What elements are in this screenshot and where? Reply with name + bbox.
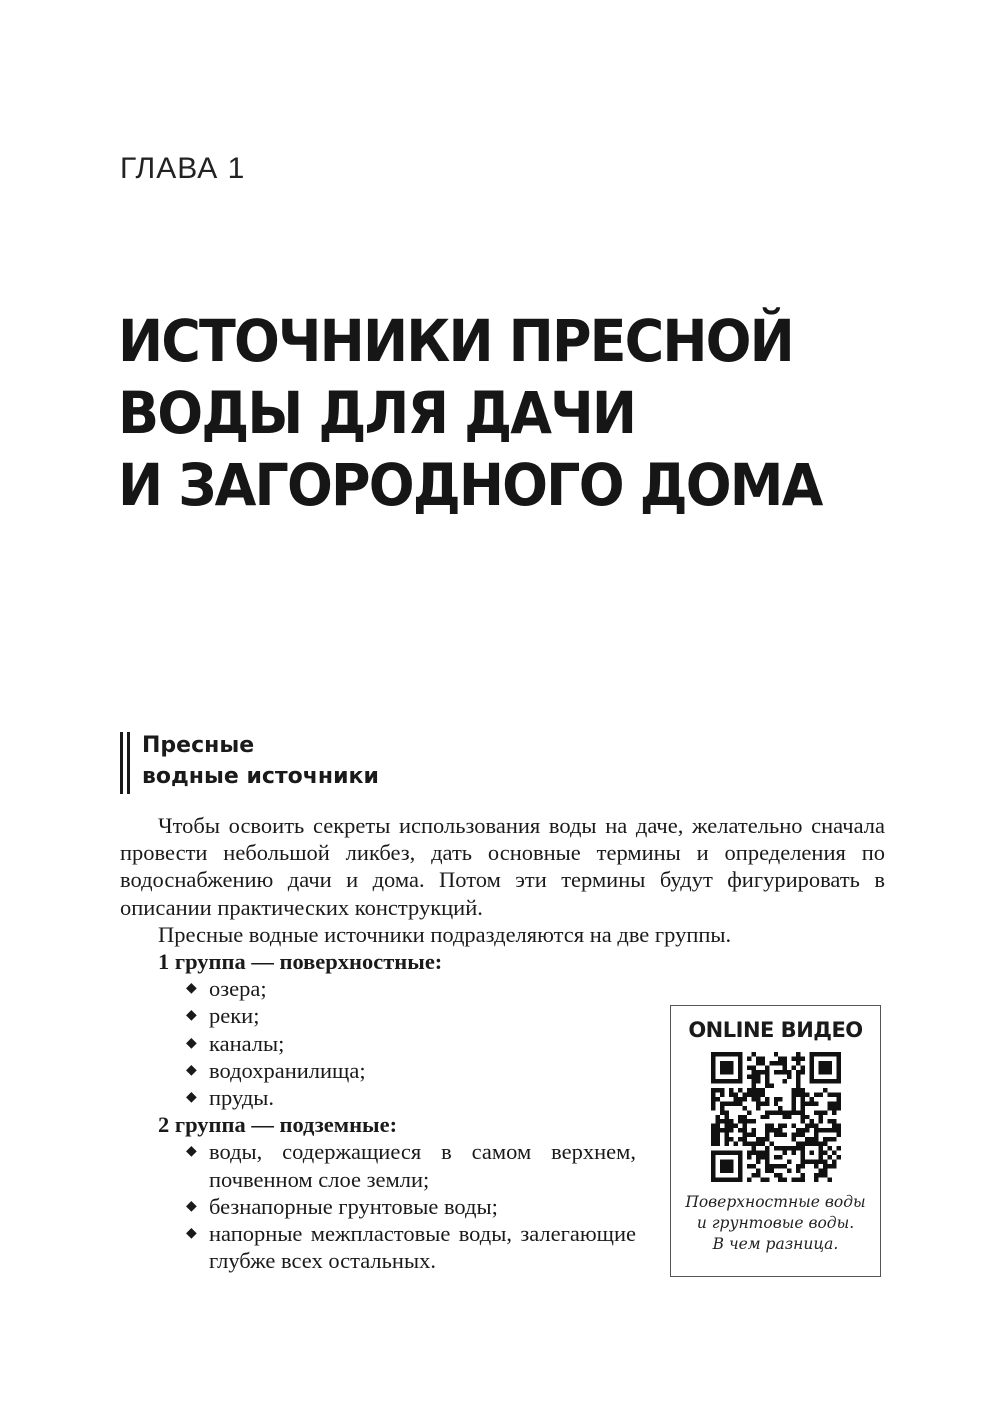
intro-paragraph: Чтобы освоить секреты использования воды на даче, желательно сначала провести небольшой ликбез, дать основные термины и определения по водоснабжению дачи и дома. Потом эти термины будут фигурировать в описании практических конструкций.	[120, 813, 885, 920]
chapter-title-line: ВОДЫ ДЛЯ ДАЧИ	[118, 379, 636, 447]
chapter-title	[118, 305, 881, 521]
diamond-bullet-icon: ◆	[186, 1144, 197, 1160]
group2-list	[120, 1138, 636, 1274]
section-title	[142, 730, 379, 794]
chapter-label: ГЛАВА 1	[120, 152, 246, 185]
group1-label: 1 группа — поверхностные:	[158, 949, 443, 975]
video-caption	[671, 1192, 880, 1255]
diamond-bullet-icon: ◆	[186, 981, 197, 997]
chapter-title-line: И ЗАГОРОДНОГО ДОМА	[118, 451, 822, 519]
section-title-line: Пресные	[142, 733, 255, 758]
list-item: ◆ воды, содержащиеся в самом верхнем, почвенном слое земли;	[186, 1139, 636, 1192]
video-box-title: ONLINE ВИДЕО	[688, 1018, 863, 1042]
list-item: ◆ пруды.	[186, 1085, 275, 1111]
list-item: ◆ безнапорные грунтовые воды;	[186, 1193, 498, 1219]
group1-list	[120, 975, 636, 1111]
diamond-bullet-icon: ◆	[186, 1035, 197, 1051]
group2-label: 2 группа — подземные:	[158, 1112, 398, 1138]
list-item: ◆ напорные межпластовые воды, залегающие глубже всех остальных.	[186, 1221, 636, 1274]
list-item: ◆ каналы;	[186, 1030, 285, 1056]
list-item: ◆ водохранилища;	[186, 1057, 366, 1083]
diamond-bullet-icon: ◆	[186, 1090, 197, 1106]
section-marker	[120, 730, 130, 794]
list-item: ◆ реки;	[186, 1003, 260, 1029]
diamond-bullet-icon: ◆	[186, 1226, 197, 1242]
groups-intro: Пресные водные источники подразделяются на две группы.	[158, 921, 732, 947]
diamond-bullet-icon: ◆	[186, 1198, 197, 1214]
diamond-bullet-icon: ◆	[186, 1008, 197, 1024]
section-title-line: водные источники	[142, 764, 379, 789]
chapter-title-line: ИСТОЧНИКИ ПРЕСНОЙ	[118, 307, 793, 375]
video-caption-line: и грунтовые воды.	[696, 1214, 855, 1232]
qr-code-icon[interactable]	[711, 1052, 841, 1182]
online-video-box[interactable]	[670, 1005, 881, 1277]
section-heading	[120, 730, 379, 794]
diamond-bullet-icon: ◆	[186, 1062, 197, 1078]
video-caption-line: Поверхностные воды	[685, 1193, 866, 1211]
video-caption-line: В чем разница.	[712, 1235, 839, 1253]
list-item: ◆ озера;	[186, 976, 267, 1002]
